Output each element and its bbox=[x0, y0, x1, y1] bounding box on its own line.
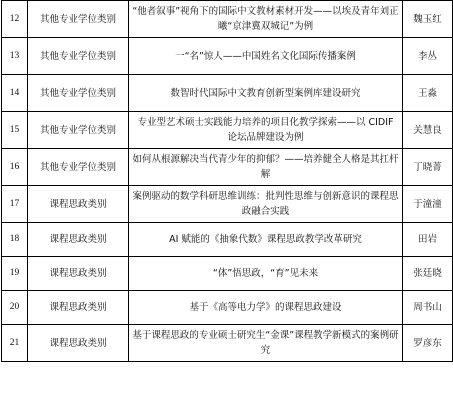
table-row bbox=[2, 112, 453, 149]
row-title: 基于《高等电力学》的课程思政建设 bbox=[129, 291, 403, 325]
row-category: 其他专业学位类别 bbox=[28, 112, 129, 149]
row-number: 16 bbox=[2, 149, 28, 186]
row-number: 17 bbox=[2, 186, 28, 223]
row-author: 关慧良 bbox=[403, 112, 453, 149]
row-title: 如何从根源解决当代青少年的抑郁？——培养健全人格是其扛杆解 bbox=[129, 149, 403, 186]
row-title: “他者叙事”视角下的国际中文教材素材开发——以埃及青年刘正曦“京津冀双城记”为例 bbox=[129, 1, 403, 38]
table-row bbox=[2, 75, 453, 112]
row-number: 18 bbox=[2, 223, 28, 257]
row-author: 罗彦东 bbox=[403, 325, 453, 362]
row-author: 魏玉红 bbox=[403, 1, 453, 38]
row-title: 一“名”惊人——中国姓名文化国际传播案例 bbox=[129, 38, 403, 75]
row-category: 课程思政类别 bbox=[28, 223, 129, 257]
row-title: AI 赋能的《抽象代数》课程思政教学改革研究 bbox=[129, 223, 403, 257]
case-list-table bbox=[1, 0, 453, 362]
row-category: 课程思政类别 bbox=[28, 186, 129, 223]
row-title: 基于课程思政的专业硕士研究生“金课”课程教学新模式的案例研究 bbox=[129, 325, 403, 362]
table-row bbox=[2, 1, 453, 38]
table-row bbox=[2, 223, 453, 257]
table-row bbox=[2, 325, 453, 362]
row-category: 其他专业学位类别 bbox=[28, 75, 129, 112]
row-category: 其他专业学位类别 bbox=[28, 149, 129, 186]
row-number: 13 bbox=[2, 38, 28, 75]
row-author: 于潼潼 bbox=[403, 186, 453, 223]
row-number: 12 bbox=[2, 1, 28, 38]
row-title: 案例驱动的数学科研思维训练：批判性思维与创新意识的课程思政融合实践 bbox=[129, 186, 403, 223]
row-author: 田岩 bbox=[403, 223, 453, 257]
table-row bbox=[2, 38, 453, 75]
row-author: 周书山 bbox=[403, 291, 453, 325]
row-author: 王淼 bbox=[403, 75, 453, 112]
table-row bbox=[2, 149, 453, 186]
row-title: “体”悟思政，“育”见未来 bbox=[129, 257, 403, 291]
row-author: 张廷晓 bbox=[403, 257, 453, 291]
row-author: 丁晓菁 bbox=[403, 149, 453, 186]
row-category: 课程思政类别 bbox=[28, 257, 129, 291]
row-number: 20 bbox=[2, 291, 28, 325]
table-row bbox=[2, 186, 453, 223]
row-category: 课程思政类别 bbox=[28, 291, 129, 325]
row-number: 21 bbox=[2, 325, 28, 362]
row-category: 其他专业学位类别 bbox=[28, 38, 129, 75]
row-title: 数智时代国际中文教育创新型案例库建设研究 bbox=[129, 75, 403, 112]
table-row bbox=[2, 257, 453, 291]
row-title: 专业型艺术硕士实践能力培养的项目化教学探索——以 CIDIF 论坛品牌建设为例 bbox=[129, 112, 403, 149]
row-author: 李丛 bbox=[403, 38, 453, 75]
row-number: 19 bbox=[2, 257, 28, 291]
row-number: 14 bbox=[2, 75, 28, 112]
row-category: 其他专业学位类别 bbox=[28, 1, 129, 38]
row-category: 课程思政类别 bbox=[28, 325, 129, 362]
row-number: 15 bbox=[2, 112, 28, 149]
table-row bbox=[2, 291, 453, 325]
